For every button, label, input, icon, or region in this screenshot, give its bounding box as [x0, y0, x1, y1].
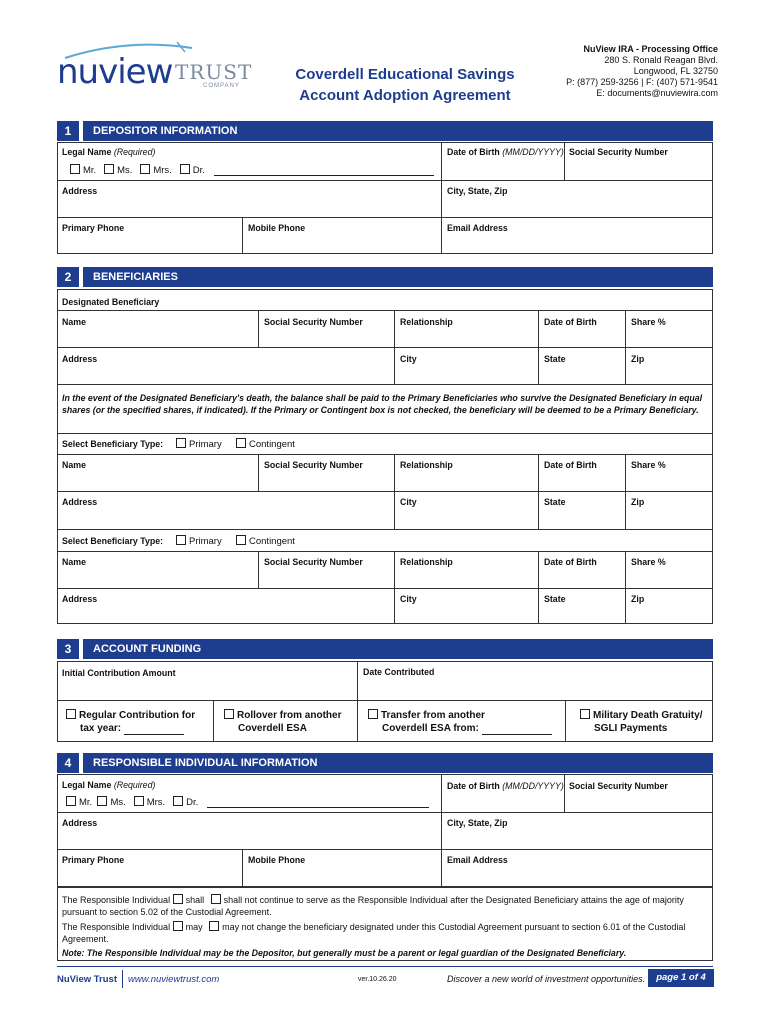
transfer-from-field[interactable] — [482, 725, 552, 735]
dr-checkbox[interactable] — [180, 164, 190, 174]
address-label: Address — [62, 818, 98, 828]
zip-label: Zip — [631, 594, 645, 604]
address-label: Address — [62, 497, 98, 507]
responsible-name-field[interactable] — [207, 798, 429, 808]
primary-phone-label: Primary Phone — [62, 855, 125, 865]
shall-statement: The Responsible Individual shall shall not continue to serve as the Responsible Individual after the Designated Beneficiary attains the age of majority pursuant to section 5.02 of the Custodial Agreement. — [62, 895, 684, 917]
address-label: Address — [62, 354, 98, 364]
share-label: Share % — [631, 557, 666, 567]
mr-checkbox[interactable] — [70, 164, 80, 174]
depositor-box — [57, 142, 713, 254]
footer-website-link[interactable]: www.nuviewtrust.com — [128, 974, 220, 985]
may-checkbox[interactable] — [173, 921, 183, 931]
contingent-checkbox[interactable] — [236, 535, 246, 545]
company-logo — [57, 40, 253, 96]
military-option: Military Death Gratuity/ SGLI Payments — [580, 709, 702, 735]
depositor-name-field[interactable] — [214, 166, 434, 176]
email-label: Email Address — [447, 855, 508, 865]
ms-checkbox[interactable] — [97, 796, 107, 806]
transfer-checkbox[interactable] — [368, 709, 378, 719]
primary-checkbox[interactable] — [176, 535, 186, 545]
may-not-checkbox[interactable] — [209, 921, 219, 931]
ssn-label: Social Security Number — [264, 557, 363, 567]
ms-checkbox[interactable] — [104, 164, 114, 174]
section-beneficiaries-header: 2 BENEFICIARIES — [57, 267, 713, 287]
tax-year-field[interactable] — [124, 725, 184, 735]
ssn-label: Social Security Number — [264, 317, 363, 327]
logo-trust-text: TRUST — [175, 60, 253, 84]
military-checkbox[interactable] — [580, 709, 590, 719]
legal-name-label: Legal Name (Required) — [62, 780, 156, 790]
section-responsible-header: 4 RESPONSIBLE INDIVIDUAL INFORMATION — [57, 753, 713, 773]
title-options: Mr. Ms. Mrs. Dr. — [66, 796, 429, 808]
relationship-label: Relationship — [400, 557, 453, 567]
logo-company-text: COMPANY — [203, 83, 240, 89]
shall-checkbox[interactable] — [173, 894, 183, 904]
dob-label: Date of Birth (MM/DD/YYYY) — [447, 781, 564, 791]
dob-label: Date of Birth (MM/DD/YYYY) — [447, 147, 564, 157]
address-label: Address — [62, 594, 98, 604]
footer-brand: NuView Trust — [57, 974, 118, 985]
name-label: Name — [62, 460, 86, 470]
ssn-label: Social Security Number — [569, 781, 668, 791]
transfer-option: Transfer from another Coverdell ESA from: — [368, 709, 552, 735]
may-statement: The Responsible Individual may may not change the beneficiary designated under this Custodial Agreement pursuant to section 6.01 of the Custodial Agreement. — [62, 922, 686, 944]
share-label: Share % — [631, 460, 666, 470]
city-state-zip-label: City, State, Zip — [447, 186, 508, 196]
beneficiaries-box — [57, 289, 713, 624]
mobile-phone-label: Mobile Phone — [248, 855, 306, 865]
relationship-label: Relationship — [400, 317, 453, 327]
beneficiary-note: In the event of the Designated Beneficiary's death, the balance shall be paid to the Primary Beneficiaries who survive the Designated Beneficiary in equal shares (or the specified shares, if indicated). If the Primary or Contingent box is not checked, the beneficiary will be deemed to be a Primary Beneficiary. — [62, 393, 703, 415]
city-label: City — [400, 497, 417, 507]
form-title: Coverdell Educational Savings Account Adoption Agreement — [295, 66, 515, 104]
responsible-note: Note: The Responsible Individual may be the Depositor, but generally must be a parent or legal guardian of the Designated Beneficiary. — [62, 948, 627, 958]
primary-option: Primary — [176, 438, 222, 450]
logo-main-text: nuview — [57, 52, 173, 92]
state-label: State — [544, 497, 566, 507]
name-label: Name — [62, 317, 86, 327]
name-label: Name — [62, 557, 86, 567]
shall-not-checkbox[interactable] — [211, 894, 221, 904]
contingent-option: Contingent — [236, 535, 295, 547]
initial-contribution-label: Initial Contribution Amount — [62, 668, 176, 678]
legal-name-label: Legal Name (Required) — [62, 147, 156, 157]
mr-checkbox[interactable] — [66, 796, 76, 806]
zip-label: Zip — [631, 497, 645, 507]
regular-contribution-option: Regular Contribution for tax year: — [66, 709, 195, 735]
footer-divider — [57, 966, 713, 967]
mrs-checkbox[interactable] — [140, 164, 150, 174]
rollover-checkbox[interactable] — [224, 709, 234, 719]
select-type-label: Select Beneficiary Type: — [62, 439, 164, 449]
footer-version: ver.10.26.20 — [358, 976, 397, 983]
email-label: Email Address — [447, 223, 508, 233]
relationship-label: Relationship — [400, 460, 453, 470]
footer-separator — [122, 970, 123, 988]
title-options: Mr. Ms. Mrs. Dr. — [70, 164, 434, 176]
state-label: State — [544, 594, 566, 604]
contingent-checkbox[interactable] — [236, 438, 246, 448]
mrs-checkbox[interactable] — [134, 796, 144, 806]
designated-beneficiary-label: Designated Beneficiary — [62, 297, 160, 307]
primary-option: Primary — [176, 535, 222, 547]
page-number: page 1 of 4 — [648, 969, 714, 987]
select-type-label: Select Beneficiary Type: — [62, 536, 164, 546]
section-funding-header: 3 ACCOUNT FUNDING — [57, 639, 713, 659]
ssn-label: Social Security Number — [264, 460, 363, 470]
regular-contribution-checkbox[interactable] — [66, 709, 76, 719]
mobile-phone-label: Mobile Phone — [248, 223, 306, 233]
zip-label: Zip — [631, 354, 645, 364]
ssn-label: Social Security Number — [569, 147, 668, 157]
footer-tagline: Discover a new world of investment opportunities. — [447, 974, 646, 984]
dob-label: Date of Birth — [544, 460, 597, 470]
dob-label: Date of Birth — [544, 317, 597, 327]
date-contributed-label: Date Contributed — [363, 667, 435, 677]
section-depositor-header: 1 DEPOSITOR INFORMATION — [57, 121, 713, 141]
city-label: City — [400, 594, 417, 604]
rollover-option: Rollover from another Coverdell ESA — [224, 709, 341, 735]
address-label: Address — [62, 186, 98, 196]
city-label: City — [400, 354, 417, 364]
primary-phone-label: Primary Phone — [62, 223, 125, 233]
city-state-zip-label: City, State, Zip — [447, 818, 508, 828]
primary-checkbox[interactable] — [176, 438, 186, 448]
state-label: State — [544, 354, 566, 364]
share-label: Share % — [631, 317, 666, 327]
contingent-option: Contingent — [236, 438, 295, 450]
office-address: NuView IRA - Processing Office 280 S. Ronald Reagan Blvd. Longwood, FL 32750 P: (877) 259-3256 | F: (407) 571-9541 E: documents@nuviewira.com — [566, 44, 718, 98]
dob-label: Date of Birth — [544, 557, 597, 567]
dr-checkbox[interactable] — [173, 796, 183, 806]
